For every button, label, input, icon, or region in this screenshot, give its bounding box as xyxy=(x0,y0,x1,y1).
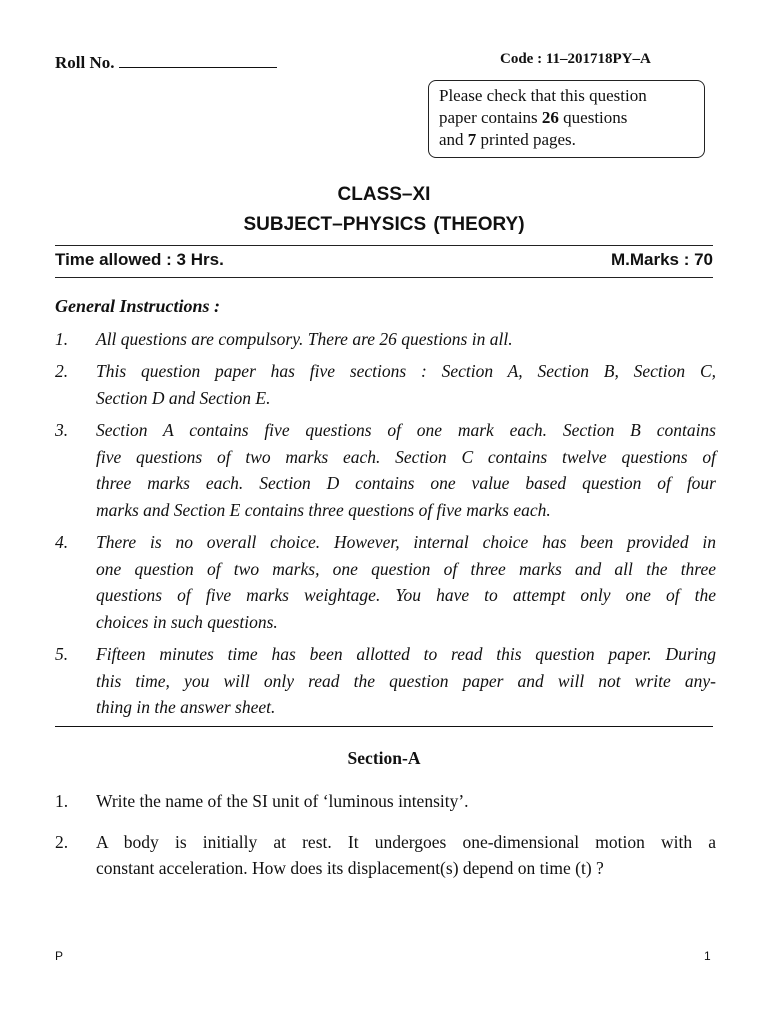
instructions-heading: General Instructions : xyxy=(55,296,221,316)
footer-mark: P xyxy=(55,949,64,963)
instruction-line: questions of five marks weightage. You have to attempt only one of the xyxy=(96,585,716,605)
instruction-line: This question paper has five sections : Section A, Section B, Section C, xyxy=(96,361,716,381)
section-heading: Section-A xyxy=(347,748,421,768)
roll-number-blank xyxy=(119,53,277,68)
instruction-line: this time, you will only read the question paper and will not write any- xyxy=(96,670,716,691)
instruction-line: one question of two marks, one question of three marks and all the three xyxy=(96,558,716,579)
notice-line-3 xyxy=(439,129,704,151)
question-number: 2. xyxy=(55,832,69,852)
page-count-notice xyxy=(428,80,705,158)
instruction-number: 3. xyxy=(55,420,69,440)
divider-instructions xyxy=(55,726,713,727)
instruction-line: five questions of two marks each. Section C contains twelve questions of xyxy=(96,446,716,467)
class-title: CLASS–XI xyxy=(337,184,431,205)
instruction-line: There is no overall choice. However, internal choice has been provided in xyxy=(96,532,716,552)
instruction-line: choices in such questions. xyxy=(96,611,278,632)
notice-line-2 xyxy=(439,107,704,129)
max-marks: M.Marks : 70 xyxy=(610,250,713,269)
instruction-line: All questions are compulsory. There are 26 questions in all. xyxy=(96,329,513,349)
roll-number-field xyxy=(55,53,277,73)
roll-number-label: Roll No. xyxy=(55,53,115,72)
time-allowed: Time allowed : 3 Hrs. xyxy=(55,250,224,269)
instruction-number: 2. xyxy=(55,361,69,381)
subject-title: SUBJECT–PHYSICS (THEORY) xyxy=(243,214,525,235)
instruction-number: 1. xyxy=(55,329,69,349)
instruction-line: three marks each. Section D contains one value based question of four xyxy=(96,473,716,493)
notice-question-count: 26 xyxy=(541,108,559,127)
notice-line-3-pre: and xyxy=(439,130,468,149)
question-line: constant acceleration. How does its displacement(s) depend on time (t) ? xyxy=(96,858,604,878)
instruction-number: 4. xyxy=(55,532,69,552)
instruction-line: thing in the answer sheet. xyxy=(96,697,276,717)
instruction-line: Section A contains five questions of one mark each. Section B contains xyxy=(96,420,716,440)
notice-page-count: 7 xyxy=(467,130,477,149)
divider-time xyxy=(55,277,713,278)
instruction-line: Fifteen minutes time has been allotted to read this question paper. During xyxy=(96,644,716,664)
instruction-line: Section D and Section E. xyxy=(96,387,271,408)
time-marks-row xyxy=(55,250,713,270)
question-line: A body is initially at rest. It undergoes one-dimensional motion with a xyxy=(96,832,716,852)
notice-line-1: Please check that this question xyxy=(439,86,647,105)
paper-code: Code : 11–201718PY–A xyxy=(500,51,651,67)
notice-line-3-post: printed pages. xyxy=(476,130,576,149)
notice-line-2-post: questions xyxy=(558,108,628,127)
question-number: 1. xyxy=(55,791,69,811)
instruction-number: 5. xyxy=(55,644,69,664)
divider-top xyxy=(55,245,713,246)
question-line: Write the name of the SI unit of ‘luminous intensity’. xyxy=(96,791,469,811)
page-number: 1 xyxy=(704,949,711,963)
instruction-line: marks and Section E contains three questions of five marks each. xyxy=(96,499,551,520)
notice-line-2-pre: paper contains xyxy=(439,108,542,127)
